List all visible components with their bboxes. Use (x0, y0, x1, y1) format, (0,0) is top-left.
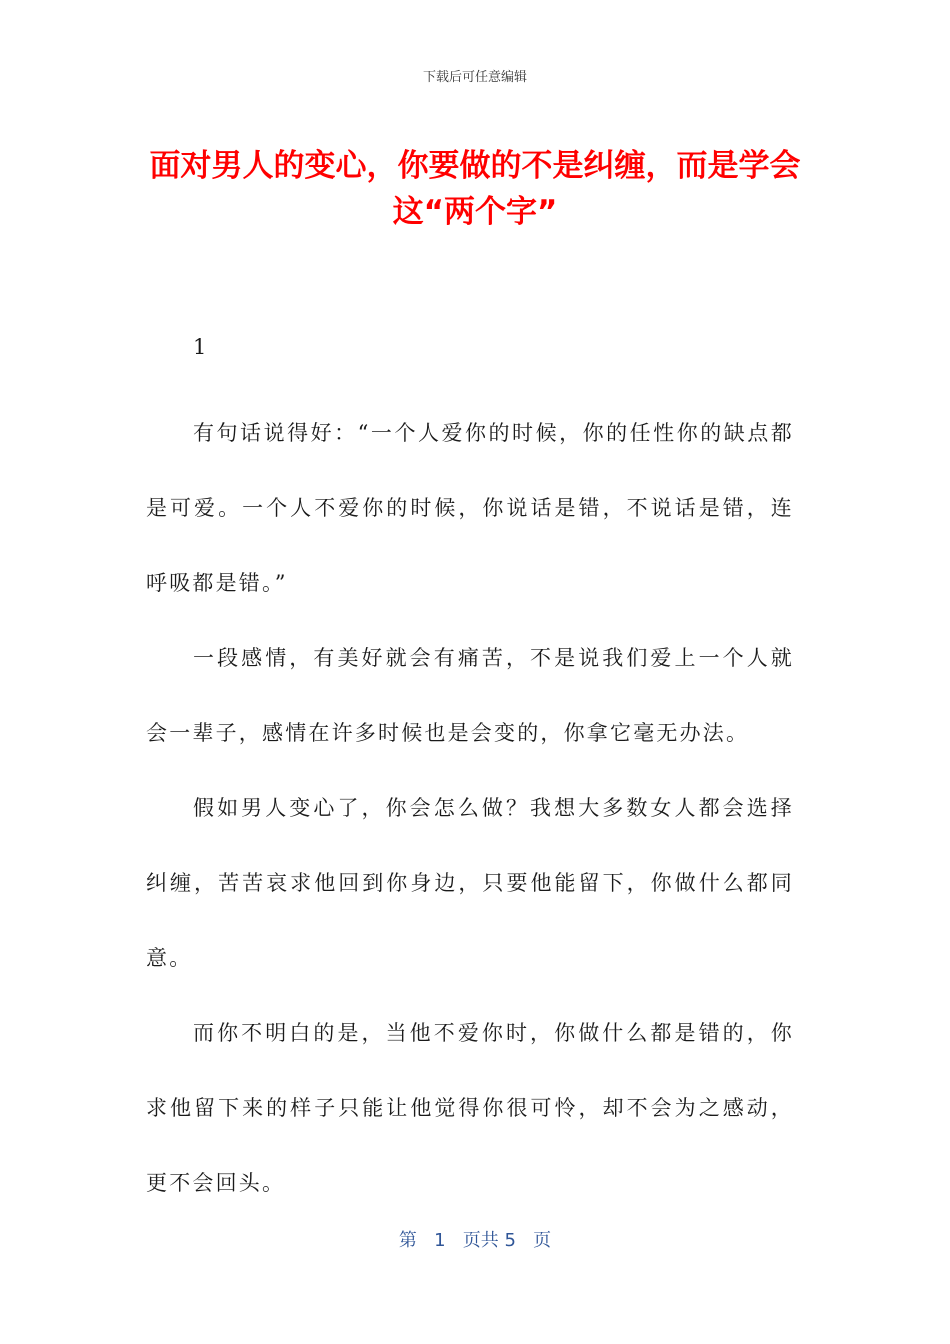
current-page-number: 1 (434, 1230, 446, 1251)
paragraph-3: 假如男人变心了，你会怎么做？我想大多数女人都会选择纠缠，苦苦哀求他回到你身边，只要他能留下，你做什么都同意。 (146, 796, 794, 970)
page-label-suffix: 页 (533, 1230, 552, 1251)
document-title: 面对男人的变心，你要做的不是纠缠，而是学会这“两个字” (149, 148, 801, 230)
page-label-mid: 页共 (462, 1230, 499, 1251)
document-body (146, 324, 794, 1221)
header-note: 下载后可任意编辑 (422, 70, 527, 85)
paragraph-4: 而你不明白的是，当他不爱你时，你做什么都是错的，你求他留下来的样子只能让他觉得你很可怜，却不会为之感动，更不会回头。 (146, 1021, 794, 1195)
page-footer (0, 1226, 950, 1252)
paragraph-1: 有句话说得好：“一个人爱你的时候，你的任性你的缺点都是可爱。一个人不爱你的时候，你说话是错，不说话是错，连呼吸都是错。” (146, 421, 794, 595)
paragraph-2: 一段感情，有美好就会有痛苦，不是说我们爱上一个人就会一辈子，感情在许多时候也是会变的，你拿它毫无办法。 (146, 646, 794, 745)
page-label-prefix: 第 (398, 1230, 417, 1251)
total-pages-number: 5 (504, 1230, 516, 1251)
section-number: 1 (193, 335, 207, 359)
